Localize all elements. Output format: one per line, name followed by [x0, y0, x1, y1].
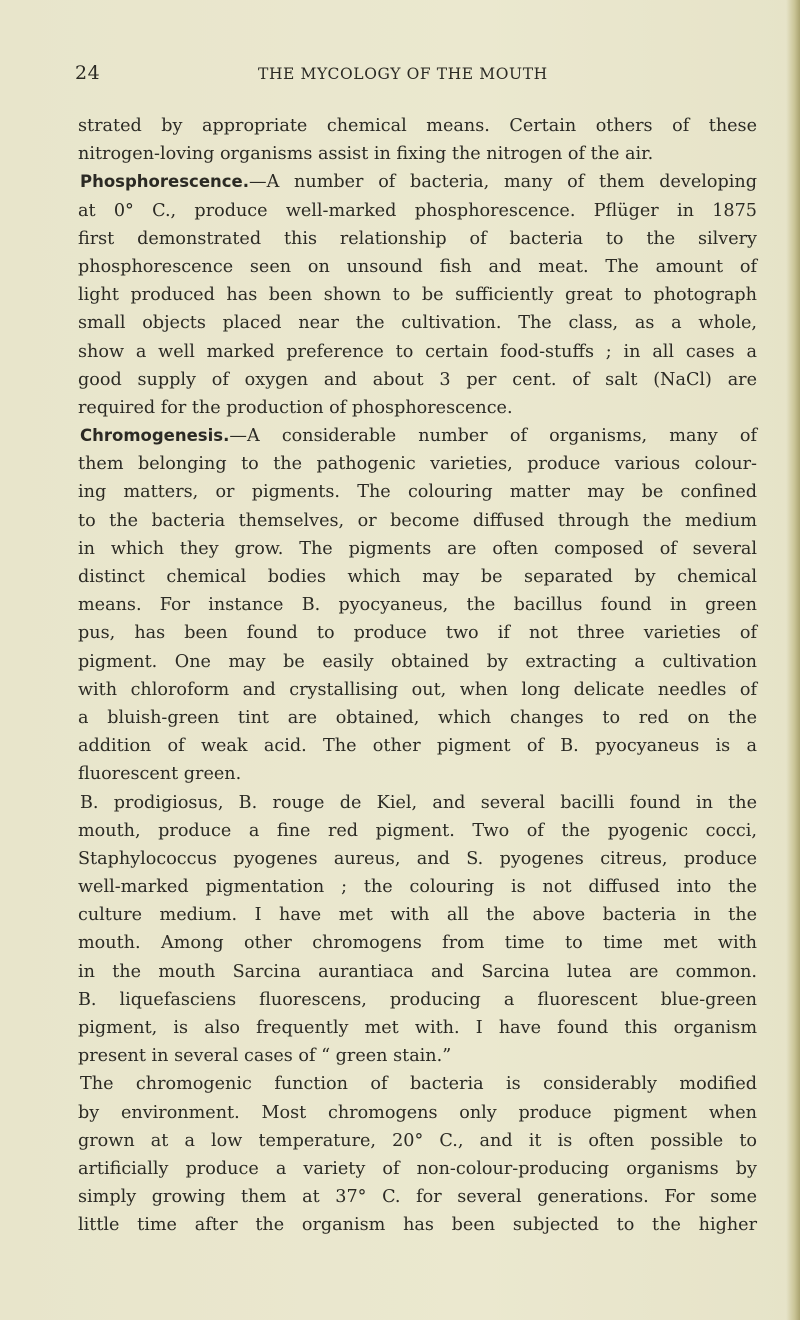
line-text: a bluish-green tint are obtained, which changes to red on the [78, 707, 757, 728]
text-line [78, 140, 757, 168]
text-line [78, 817, 757, 845]
line-text: pigment. One may be easily obtained by extracting a cultivation [78, 651, 757, 672]
text-line [78, 591, 757, 619]
text-line [78, 619, 757, 647]
line-text: nitrogen-loving organisms assist in fixing the nitrogen of the air. [78, 144, 654, 165]
line-text: fluorescent green. [78, 764, 242, 785]
text-line [78, 704, 757, 732]
text-line [78, 676, 757, 704]
line-text: ing matters, or pigments. The colouring matter may be confined [78, 482, 757, 503]
text-line [78, 648, 757, 676]
body-text [78, 112, 757, 1240]
text-line [78, 535, 757, 563]
text-line [78, 281, 757, 309]
line-text: —A number of bacteria, many of them developing [249, 172, 757, 193]
line-text: Staphylococcus pyogenes aureus, and S. pyogenes citreus, produce [78, 848, 757, 869]
line-text: required for the production of phosphorescence. [78, 397, 513, 418]
text-line [78, 450, 757, 478]
page-number: 24 [75, 62, 101, 84]
text-line [78, 309, 757, 337]
line-text: mouth. Among other chromogens from time to time met with [78, 933, 757, 954]
line-text: pigment, is also frequently met with. I have found this organism [78, 1018, 757, 1038]
section-heading: Chromogenesis. [80, 426, 230, 446]
line-text: phosphorescence seen on unsound fish and meat. The amount of [78, 256, 757, 277]
line-text: B. prodigiosus, B. rouge de Kiel, and several bacilli found in the [80, 792, 757, 813]
text-line [78, 507, 757, 535]
text-line [78, 112, 757, 140]
text-line [78, 338, 757, 366]
line-text: pus, has been found to produce two if not three varieties of [78, 623, 757, 644]
line-text: with chloroform and crystallising out, when long delicate needles of [78, 679, 757, 700]
line-text: them belonging to the pathogenic varieties, produce various colour- [78, 454, 757, 475]
text-line [78, 901, 757, 929]
text-line [78, 929, 757, 957]
line-text: little time after the organism has been subjected to the higher [78, 1215, 757, 1236]
line-text: grown at a low temperature, 20° C., and it is often possible to [78, 1130, 757, 1151]
line-text: small objects placed near the cultivation. The class, as a whole, [78, 313, 757, 334]
line-text: B. liquefasciens fluorescens, producing a fluorescent blue-green [78, 989, 757, 1010]
text-line [78, 1042, 757, 1070]
line-text: culture medium. I have met with all the above bacteria in the [78, 905, 757, 926]
text-line [78, 563, 757, 591]
text-line [78, 1211, 757, 1239]
text-line [78, 1014, 757, 1042]
line-text: addition of weak acid. The other pigment of B. pyocyaneus is a [78, 736, 757, 757]
text-line [78, 760, 757, 788]
text-line [78, 168, 757, 196]
text-line [78, 732, 757, 760]
line-text: simply growing them at 37° C. for several generations. For some [78, 1187, 757, 1208]
text-line [78, 873, 757, 901]
text-line [78, 789, 757, 817]
line-text: at 0° C., produce well-marked phosphorescence. Pflüger in 1875 [78, 200, 757, 221]
section-heading: Phosphorescence. [80, 172, 249, 192]
line-text: mouth, produce a fine red pigment. Two of the pyogenic cocci, [78, 820, 757, 841]
page-header [0, 62, 800, 84]
line-text: present in several cases of “ green stain.” [78, 1046, 452, 1067]
line-text: show a well marked preference to certain food-stuffs ; in all cases a [78, 341, 757, 362]
line-text: by environment. Most chromogens only produce pigment when [78, 1102, 757, 1123]
line-text: in the mouth Sarcina aurantiaca and Sarcina lutea are common. [78, 961, 757, 982]
line-text: —A considerable number of organisms, many of [229, 426, 757, 447]
line-text: well-marked pigmentation ; the colouring is not diffused into the [78, 877, 757, 898]
text-line [78, 845, 757, 873]
text-line [78, 253, 757, 281]
text-line [78, 958, 757, 986]
text-line [78, 366, 757, 394]
line-text: to the bacteria themselves, or become diffused through the medium [78, 510, 757, 531]
running-title: THE MYCOLOGY OF THE MOUTH [258, 65, 548, 83]
line-text: means. For instance B. pyocyaneus, the bacillus found in green [78, 595, 757, 616]
line-text: The chromogenic function of bacteria is considerably modified [80, 1074, 757, 1095]
page-edge-shadow [786, 0, 800, 1320]
text-line [78, 478, 757, 506]
line-text: in which they grow. The pigments are often composed of several [78, 538, 757, 559]
text-line [78, 225, 757, 253]
text-line [78, 197, 757, 225]
text-line [78, 394, 757, 422]
line-text: distinct chemical bodies which may be separated by chemical [78, 567, 757, 587]
text-line [78, 1070, 757, 1098]
line-text: strated by appropriate chemical means. Certain others of these [78, 116, 757, 136]
text-line [78, 422, 757, 450]
text-line [78, 1183, 757, 1211]
text-line [78, 1127, 757, 1155]
text-line [78, 986, 757, 1014]
line-text: first demonstrated this relationship of bacteria to the silvery [78, 228, 757, 249]
line-text: light produced has been shown to be sufficiently great to photograph [78, 285, 757, 306]
text-line [78, 1155, 757, 1183]
line-text: good supply of oxygen and about 3 per cent. of salt (NaCl) are [78, 369, 757, 390]
line-text: artificially produce a variety of non-colour-producing organisms by [78, 1158, 757, 1179]
text-line [78, 1099, 757, 1127]
